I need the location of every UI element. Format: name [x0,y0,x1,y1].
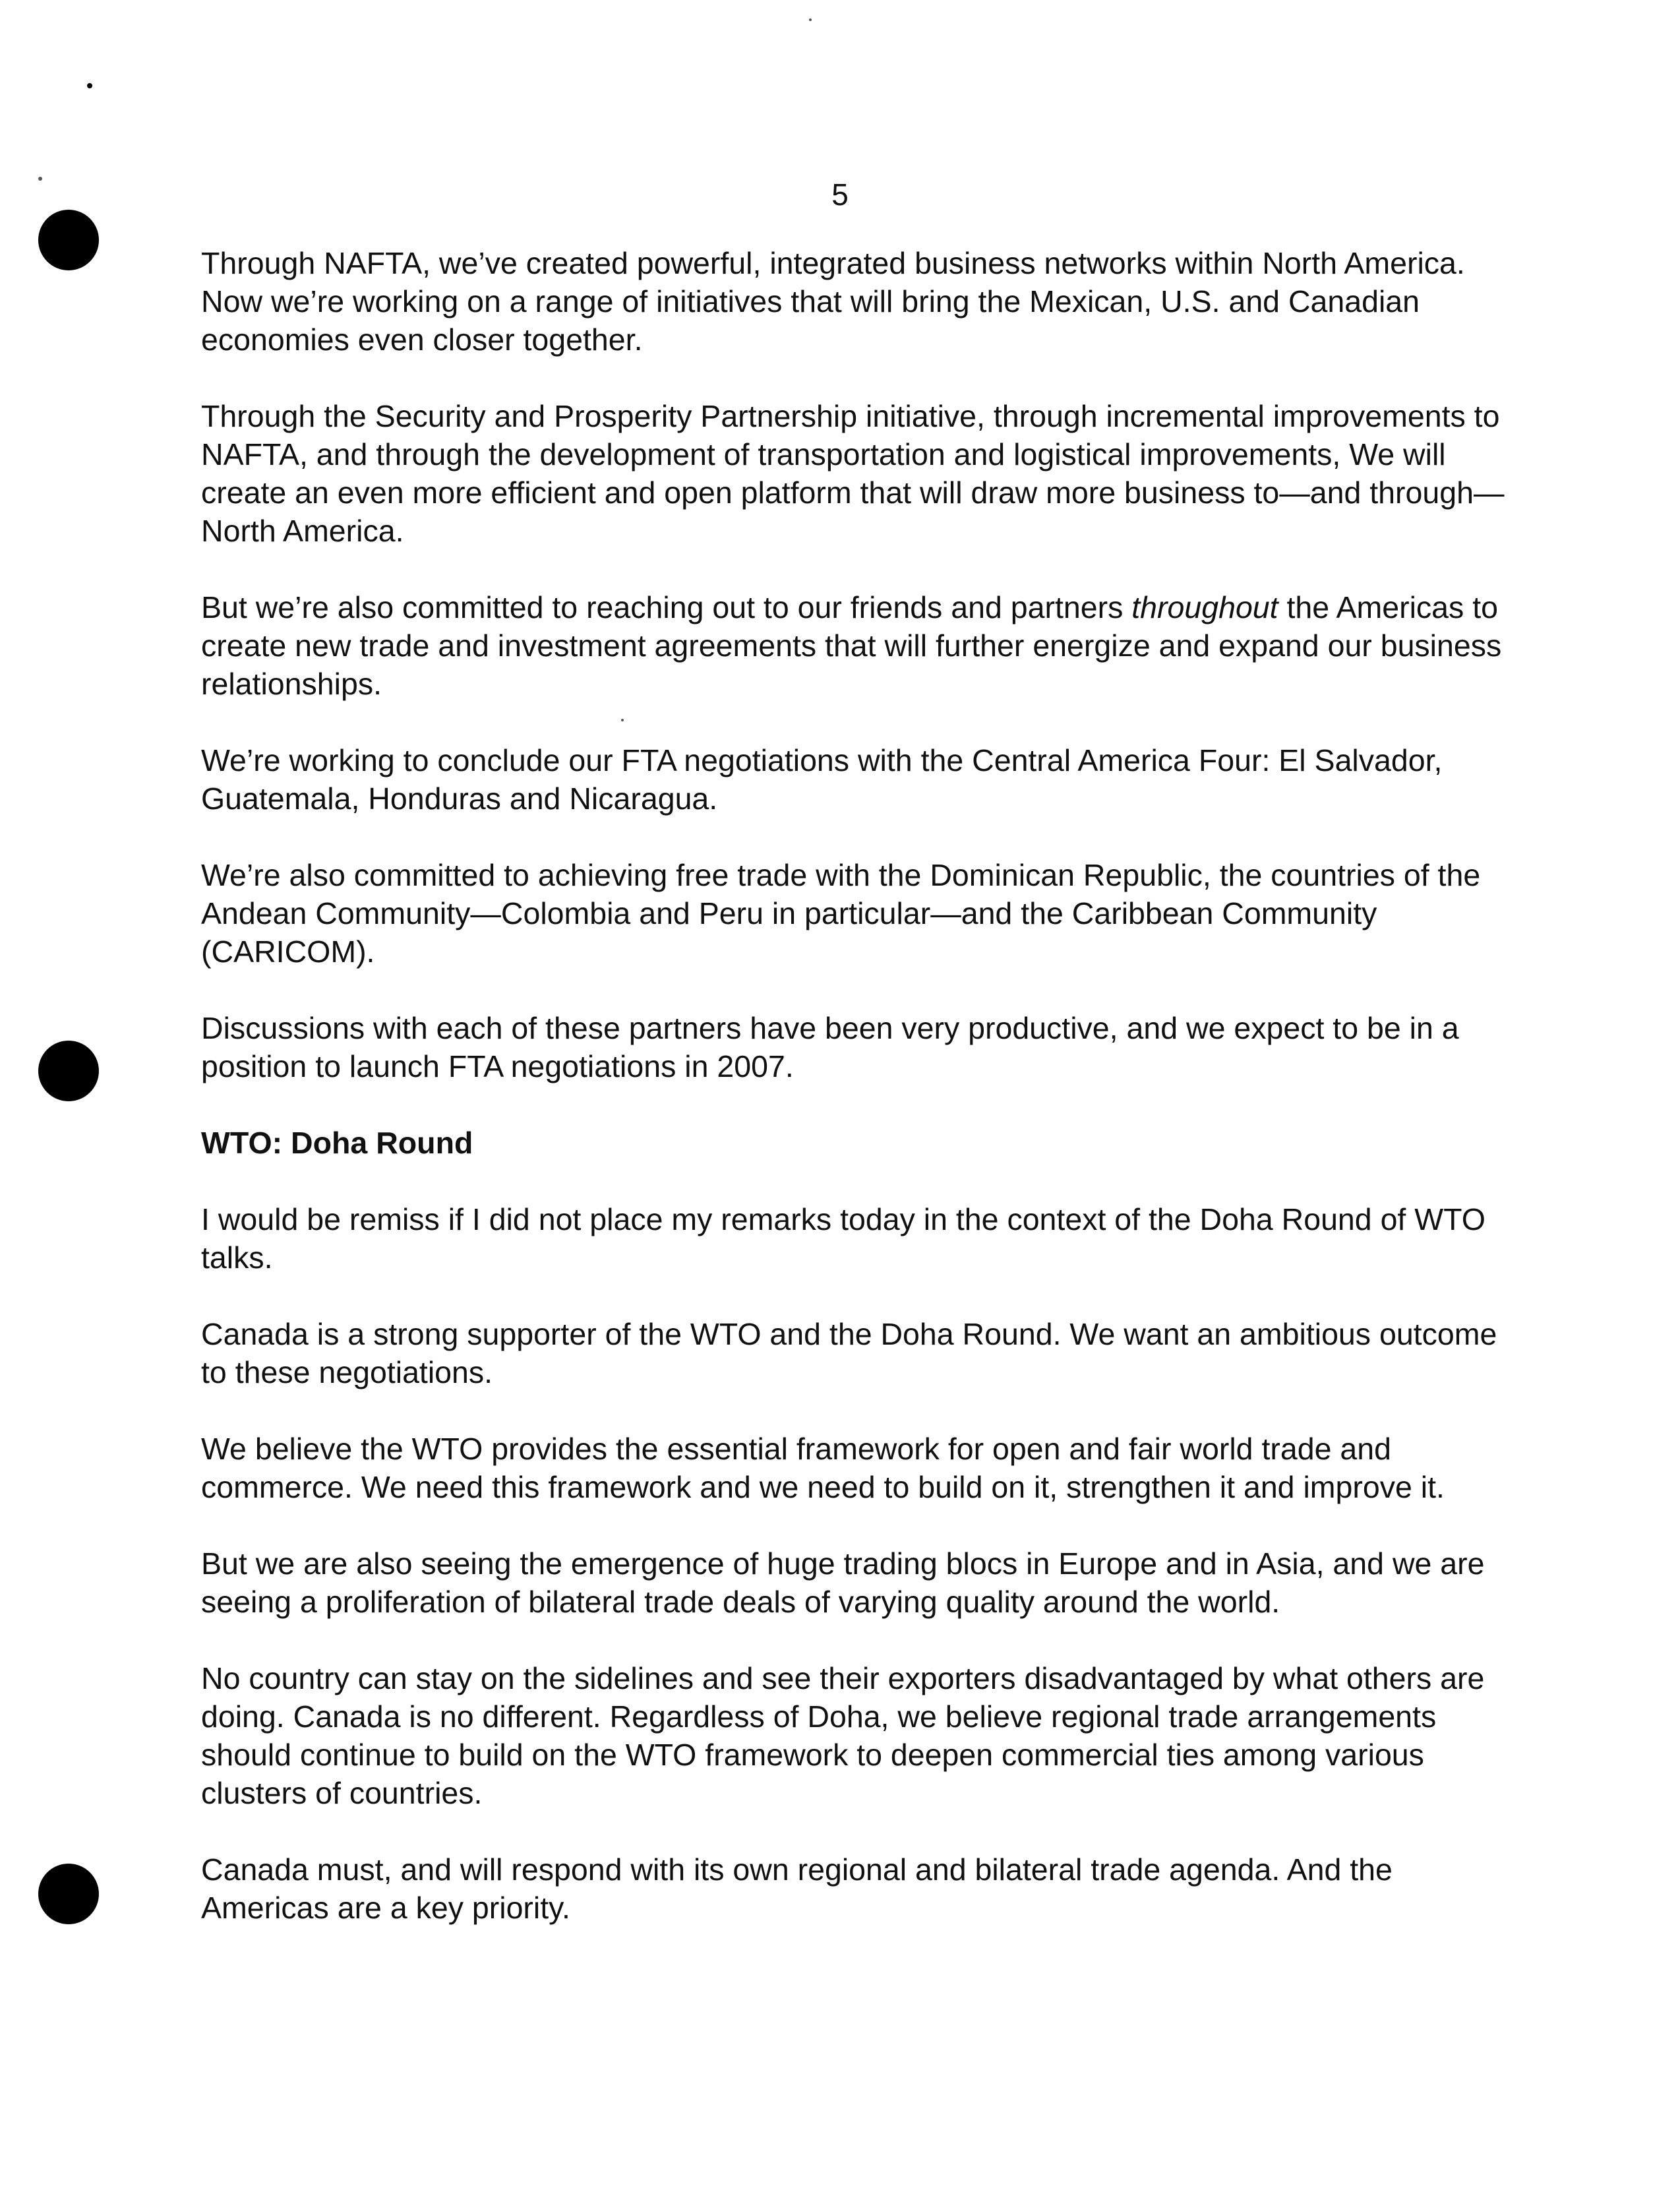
paragraph [201,588,1526,703]
paragraph: I would be remiss if I did not place my remarks today in the context of the Doha Round of WTO talks. [201,1202,1485,1275]
paragraph: But we are also seeing the emergence of huge trading blocs in Europe and in Asia, and we are seeing a proliferation of bilateral trade deals of varying quality around the world. [201,1546,1485,1619]
emphasis-text: throughout [1131,590,1278,624]
paragraph: Discussions with each of these partners have been very productive, and we expect to be in a position to launch FTA negotiations in 2007. [201,1011,1459,1083]
paragraph: Through NAFTA, we’ve created powerful, integrated business networks within North America. Now we’re working on a range of initiatives that will bring the Mexican, U.S. and Canadian economies even closer together. [201,246,1465,357]
section-heading: WTO: Doha Round [201,1126,473,1160]
paragraph: Canada is a strong supporter of the WTO and the Doha Round. We want an ambitious outcome to these negotiations. [201,1317,1497,1389]
paragraph: We’re working to conclude our FTA negotiations with the Central America Four: El Salvador, Guatemala, Honduras and Nicaragua. [201,743,1443,816]
scan-speck [809,18,812,21]
document-body [201,244,1526,1965]
paragraph: No country can stay on the sidelines and see their exporters disadvantaged by what others are doing. Canada is no different. Regardless of Doha, we believe regional trade arrangements should continue to build on the WTO framework to deepen commercial ties among various clusters of countries. [201,1661,1485,1810]
paragraph: Canada must, and will respond with its own regional and bilateral trade agenda. And the Americas are a key priority. [201,1852,1393,1925]
punch-hole-middle [38,1041,99,1101]
punch-hole-top [38,210,99,270]
scan-speck [87,83,92,88]
paragraph: We’re also committed to achieving free trade with the Dominican Republic, the countries of the Andean Community—Colombia and Peru in particular—and the Caribbean Community (CARICOM). [201,858,1481,969]
paragraph: Through the Security and Prosperity Partnership initiative, through incremental improvements to NAFTA, and through the development of transportation and logistical improvements, We will create an even more efficient and open platform that will draw more business to—and through—North America. [201,399,1505,548]
paragraph-text: But we’re also committed to reaching out to our friends and partners [201,590,1132,624]
punch-hole-bottom [38,1864,99,1924]
page-number: 5 [831,177,849,212]
paragraph: We believe the WTO provides the essential framework for open and fair world trade and commerce. We need this framework and we need to build on it, strengthen it and improve it. [201,1432,1445,1504]
paragraph-text: the Americas to create new trade and investment agreements that will further energize and expand our business relationships. [201,590,1502,701]
